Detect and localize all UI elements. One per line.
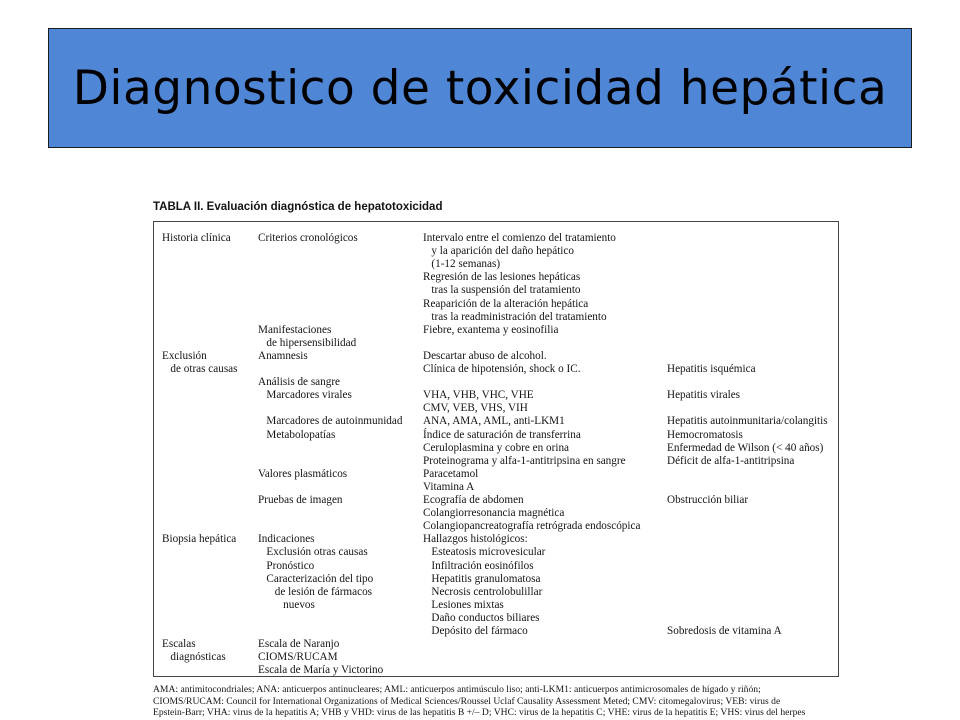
- cell-finding: tras la suspensión del tratamiento: [423, 284, 581, 297]
- table-image: [148, 196, 845, 720]
- cell-criterion: Caracterización del tipo: [258, 572, 374, 585]
- table-row: [148, 402, 845, 415]
- table-caption-text: Evaluación diagnóstica de hepatotoxicidad: [206, 201, 443, 213]
- table-row: [148, 455, 845, 468]
- cell-criterion: Metabolopatías: [258, 428, 336, 441]
- cell-finding: y la aparición del daño hepático: [423, 245, 574, 258]
- cell-finding: (1-12 semanas): [423, 258, 501, 271]
- slide-title-banner: [48, 28, 912, 148]
- cell-finding: Reaparición de la alteración hepática: [423, 297, 589, 310]
- table-caption: [153, 201, 442, 213]
- footnote-line: CIOMS/RUCAM: Council for International Organizations of Medical Sciences/Roussel Uclaf Causality Assessment Meted; CMV: citomegalovirus; VEB: virus de: [153, 695, 781, 707]
- cell-criterion: Pruebas de imagen: [258, 494, 343, 506]
- cell-criterion: Análisis de sangre: [258, 376, 341, 389]
- cell-finding: CMV, VEB, VHS, VIH: [423, 402, 528, 415]
- table-row: [148, 664, 845, 677]
- cell-finding: Proteinograma y alfa-1-antitripsina en sangre: [423, 454, 626, 467]
- cell-finding: Clínica de hipotensión, shock o IC.: [423, 363, 581, 375]
- cell-finding: Lesiones mixtas: [423, 598, 504, 611]
- cell-finding: VHA, VHB, VHC, VHE: [423, 389, 534, 402]
- cell-criterion: de hipersensibilidad: [258, 336, 357, 349]
- table-row: [148, 546, 845, 559]
- cell-criterion: Escala de Naranjo: [258, 638, 340, 651]
- cell-category: Exclusión: [162, 349, 207, 362]
- cell-differential: Déficit de alfa-1-antitripsina: [667, 454, 795, 467]
- cell-category: de otras causas: [162, 363, 238, 375]
- table-row: [148, 481, 845, 494]
- footnote-line: Epstein-Barr; VHA: virus de la hepatitis A; VHB y VHD: virus de las hepatitis B +/– D; VHC: virus de la hepatitis C; VHE: virus de la hepatitis E; VHS: virus del herpes: [153, 707, 806, 718]
- cell-finding: Daño conductos biliares: [423, 611, 540, 624]
- table-row: [148, 429, 845, 442]
- table-row: [148, 520, 845, 533]
- table-row: [148, 507, 845, 520]
- cell-criterion: Marcadores virales: [258, 389, 352, 402]
- cell-criterion: Marcadores de autoinmunidad: [258, 415, 403, 428]
- table-row: [148, 638, 845, 651]
- table-row: [148, 363, 845, 376]
- table-row: [148, 311, 845, 324]
- cell-finding: Hallazgos histológicos:: [423, 533, 528, 546]
- table-row: [148, 625, 845, 638]
- table-row: [148, 533, 845, 546]
- table-row: [148, 245, 845, 258]
- cell-finding: Intervalo entre el comienzo del tratamiento: [423, 232, 616, 244]
- cell-differential: Hepatitis isquémica: [667, 363, 756, 375]
- cell-category: Historia clínica: [162, 232, 231, 244]
- cell-differential: Hemocromatosis: [667, 428, 743, 441]
- cell-finding: ANA, AMA, AML, anti-LKM1: [423, 415, 565, 428]
- table-row: [148, 494, 845, 507]
- table-row: [148, 337, 845, 350]
- cell-criterion: Criterios cronológicos: [258, 232, 358, 244]
- cell-criterion: CIOMS/RUCAM: [258, 651, 338, 664]
- cell-criterion: Anamnesis: [258, 349, 308, 362]
- cell-finding: Hepatitis granulomatosa: [423, 572, 541, 585]
- cell-criterion: Manifestaciones: [258, 323, 332, 336]
- cell-finding: Colangiorresonancia magnética: [423, 507, 565, 520]
- slide-title: Diagnostico de toxicidad hepática: [72, 60, 888, 116]
- cell-finding: Vitamina A: [423, 480, 475, 493]
- cell-finding: Índice de saturación de transferrina: [423, 428, 581, 441]
- cell-differential: Hepatitis virales: [667, 389, 741, 402]
- cell-finding: tras la readministración del tratamiento: [423, 310, 607, 323]
- cell-differential: Sobredosis de vitamina A: [667, 625, 782, 637]
- cell-criterion: nuevos: [258, 598, 315, 611]
- table-row: [148, 232, 845, 245]
- cell-finding: Ecografía de abdomen: [423, 494, 524, 506]
- cell-finding: Necrosis centrolobulillar: [423, 585, 543, 598]
- cell-finding: Infiltración eosinófilos: [423, 559, 534, 572]
- table-row: [148, 612, 845, 625]
- cell-category: Biopsia hepática: [162, 533, 237, 546]
- table-row: [148, 573, 845, 586]
- cell-differential: Hepatitis autoinmunitaria/colangitis: [667, 415, 828, 428]
- cell-finding: Esteatosis microvesicular: [423, 546, 546, 559]
- cell-finding: Ceruloplasmina y cobre en orina: [423, 441, 570, 454]
- table-row: [148, 586, 845, 599]
- cell-differential: Enfermedad de Wilson (< 40 años): [667, 441, 824, 454]
- cell-finding: Fiebre, exantema y eosinofilia: [423, 323, 559, 336]
- table-row: [148, 284, 845, 297]
- cell-category: diagnósticas: [162, 651, 226, 664]
- table-row: [148, 324, 845, 337]
- table-row: [148, 442, 845, 455]
- table-row: [148, 415, 845, 428]
- table-row: [148, 376, 845, 389]
- cell-finding: Regresión de las lesiones hepáticas: [423, 271, 581, 284]
- cell-finding: Paracetamol: [423, 467, 479, 480]
- table-row: [148, 468, 845, 481]
- cell-finding: Descartar abuso de alcohol.: [423, 349, 547, 362]
- cell-finding: Depósito del fármaco: [423, 625, 528, 637]
- table-row: [148, 389, 845, 402]
- cell-criterion: Escala de María y Victorino: [258, 664, 384, 677]
- table-row: [148, 560, 845, 573]
- cell-criterion: Pronóstico: [258, 559, 315, 572]
- cell-criterion: Indicaciones: [258, 533, 315, 546]
- table-row: [148, 651, 845, 664]
- cell-finding: Colangiopancreatografía retrógrada endoscópica: [423, 520, 641, 533]
- table-row: [148, 298, 845, 311]
- cell-criterion: de lesión de fármacos: [258, 585, 373, 598]
- cell-criterion: Exclusión otras causas: [258, 546, 368, 559]
- table-row: [148, 258, 845, 271]
- table-row: [148, 271, 845, 284]
- footnote-line: AMA: antimitocondriales; ANA: anticuerpos antinucleares; AML: anticuerpos antimúsculo liso; anti-LKM1: anticuerpos antimicrosomales de hígado y riñón;: [153, 684, 761, 695]
- table-row: [148, 350, 845, 363]
- table-caption-prefix: TABLA II.: [153, 201, 204, 213]
- cell-criterion: Valores plasmáticos: [258, 467, 348, 480]
- cell-category: Escalas: [162, 638, 196, 651]
- table-row: [148, 599, 845, 612]
- cell-differential: Obstrucción biliar: [667, 494, 749, 506]
